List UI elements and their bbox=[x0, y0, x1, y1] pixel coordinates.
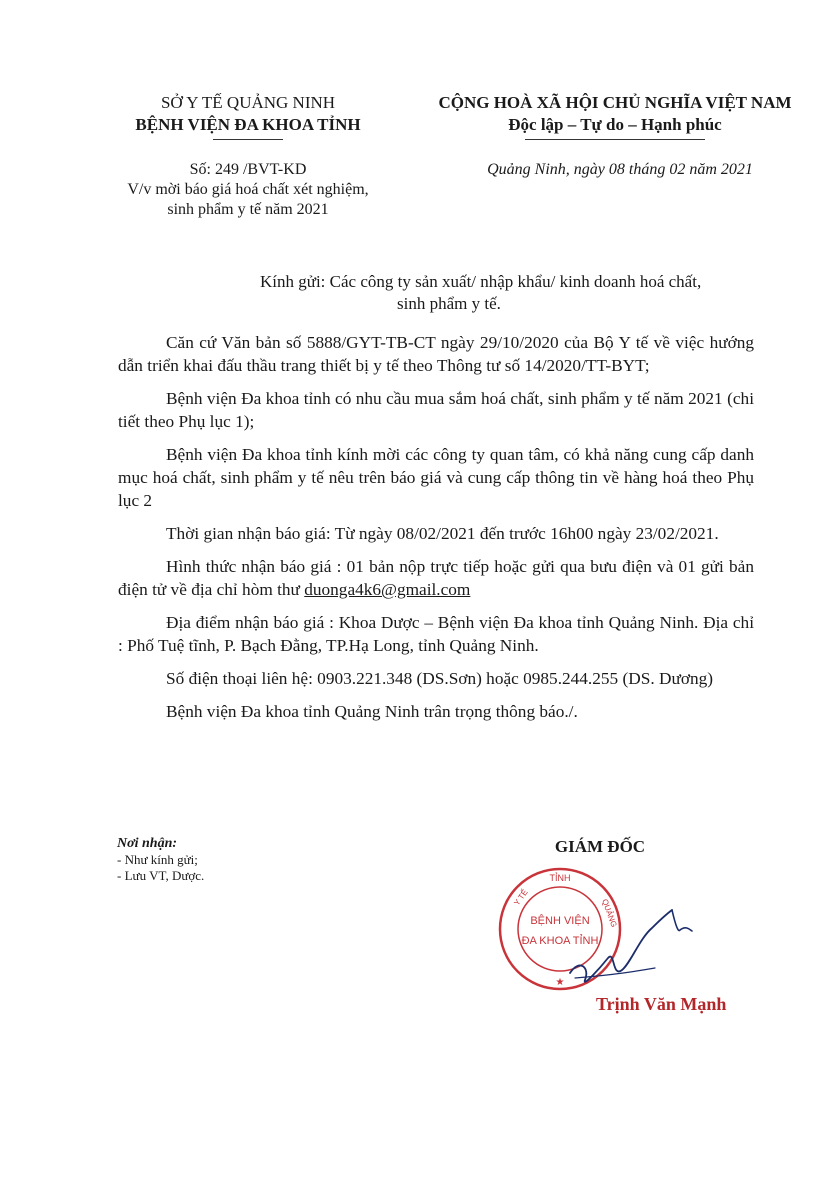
document-subject-line1: V/v mời báo giá hoá chất xét nghiệm, bbox=[127, 181, 369, 198]
svg-text:Y TẾ: Y TẾ bbox=[512, 887, 530, 908]
paragraph-time: Thời gian nhận báo giá: Từ ngày 08/02/2021 đến trước 16h00 ngày 23/02/2021. bbox=[166, 524, 719, 543]
svg-text:TỈNH: TỈNH bbox=[549, 873, 571, 883]
distribution-title: Nơi nhận: bbox=[117, 836, 178, 851]
national-motto: Độc lập – Tự do – Hạnh phúc bbox=[508, 115, 722, 134]
document-body bbox=[118, 331, 754, 733]
paragraph-closing: Bệnh viện Đa khoa tỉnh Quảng Ninh trân trọng thông báo./. bbox=[166, 702, 578, 721]
paragraph-invitation: Bệnh viện Đa khoa tỉnh kính mời các công ty quan tâm, có khả năng cung cấp danh mục hoá chất, sinh phẩm y tế nêu trên báo giá và cung cấp thông tin về hàng hoá theo Phụ lục 2 bbox=[118, 445, 754, 510]
recipient-line2: sinh phẩm y tế. bbox=[397, 294, 501, 313]
svg-text:BỆNH VIỆN: BỆNH VIỆN bbox=[530, 915, 590, 927]
signer-position: GIÁM ĐỐC bbox=[554, 837, 646, 856]
distribution-item: - Như kính gửi; bbox=[117, 852, 198, 867]
hospital-name: BỆNH VIỆN ĐA KHOA TỈNH bbox=[135, 115, 361, 134]
email-link[interactable]: duonga4k6@gmail.com bbox=[304, 580, 471, 599]
document-reference bbox=[88, 160, 408, 220]
handwritten-signature-icon bbox=[560, 898, 700, 993]
distribution-item: - Lưu VT, Dược. bbox=[117, 868, 205, 883]
national-header bbox=[405, 92, 825, 140]
motto-underline bbox=[525, 139, 705, 140]
department-name: SỞ Y TẾ QUẢNG NINH bbox=[160, 93, 336, 112]
paragraph-need: Bệnh viện Đa khoa tỉnh có nhu cầu mua sắm hoá chất, sinh phẩm y tế năm 2021 (chi tiết theo Phụ lục 1); bbox=[118, 389, 754, 431]
recipient-line1: Kính gửi: Các công ty sản xuất/ nhập khẩu/ kinh doanh hoá chất, bbox=[260, 272, 702, 291]
document-date: Quảng Ninh, ngày 08 tháng 02 năm 2021 bbox=[487, 161, 753, 178]
recipient-block bbox=[260, 271, 760, 315]
paragraph-legal-basis: Căn cứ Văn bản số 5888/GYT-TB-CT ngày 29/10/2020 của Bộ Y tế về việc hướng dẫn triển khai đấu thầu trang thiết bị y tế theo Thông tư số 14/2020/TT-BYT; bbox=[118, 333, 754, 375]
paragraph-location: Địa điểm nhận báo giá : Khoa Dược – Bệnh viện Đa khoa tỉnh Quảng Ninh. Địa chỉ : Phố Tuệ tĩnh, P. Bạch Đằng, TP.Hạ Long, tỉnh Quảng Ninh. bbox=[118, 613, 754, 655]
paragraph-phone: Số điện thoại liên hệ: 0903.221.348 (DS.Sơn) hoặc 0985.244.255 (DS. Dương) bbox=[166, 669, 714, 688]
svg-text:★: ★ bbox=[555, 977, 565, 988]
submission-text: Hình thức nhận báo giá : 01 bản nộp trực tiếp hoặc gửi qua bưu điện và 01 gửi bản điện tử về địa chỉ hòm thư bbox=[118, 557, 754, 599]
signer-name: Trịnh Văn Mạnh bbox=[596, 994, 727, 1014]
country-name: CỘNG HOÀ XÃ HỘI CHỦ NGHĨA VIỆT NAM bbox=[438, 93, 792, 112]
paragraph-submission bbox=[118, 555, 754, 601]
svg-text:ĐA KHOA TỈNH: ĐA KHOA TỈNH bbox=[521, 935, 599, 947]
document-number: Số: 249 /BVT-KD bbox=[189, 161, 307, 178]
distribution-list bbox=[117, 836, 204, 884]
issuer-header bbox=[88, 92, 408, 140]
document-subject-line2: sinh phẩm y tế năm 2021 bbox=[167, 201, 329, 218]
svg-text:QUẢNG: QUẢNG bbox=[600, 897, 619, 929]
header-underline bbox=[213, 139, 283, 140]
